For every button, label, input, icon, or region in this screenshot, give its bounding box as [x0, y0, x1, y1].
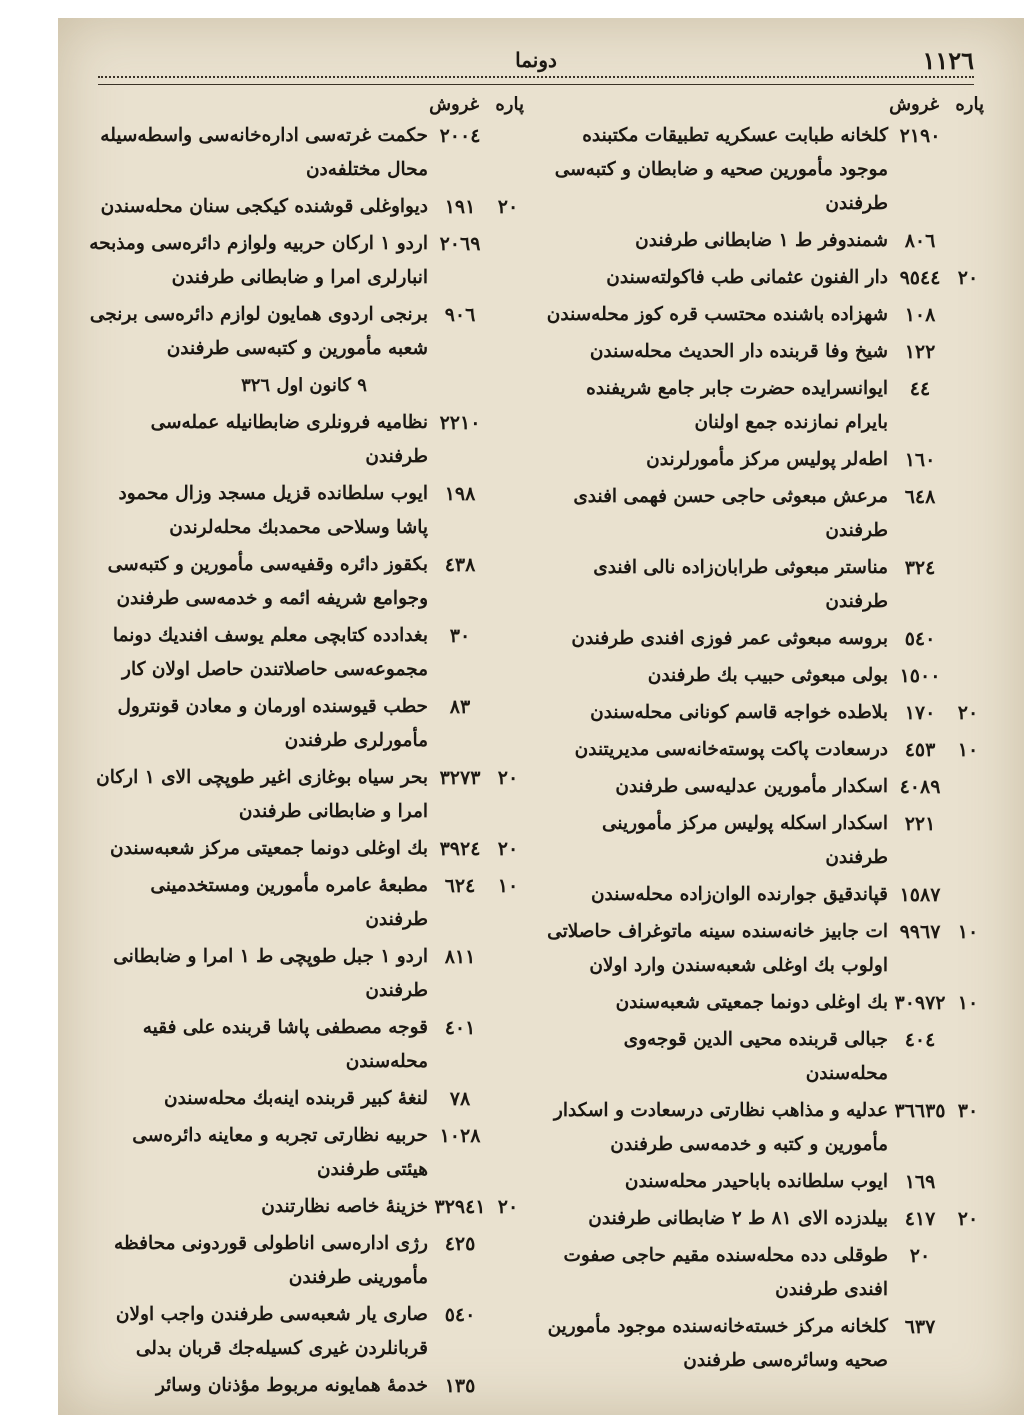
right-column	[544, 94, 984, 1381]
para-heading: پاره	[955, 94, 984, 115]
ledger-entry	[544, 1023, 984, 1091]
entry-description: ايوب سلطانده باباحيدر محله‌سندن	[624, 1171, 888, 1192]
ledger-entry	[544, 659, 984, 693]
kurus-amount: ٨٠٦	[904, 230, 936, 252]
page-number: ١١٢٦	[922, 46, 974, 75]
ledger-entry	[544, 986, 984, 1020]
ledger-entry	[544, 1202, 984, 1236]
kurus-amount: ٤٤	[909, 378, 931, 400]
ledger-entry	[84, 690, 524, 758]
entry-description: ايوانسرايده حضرت جابر جامع شريفنده بايرام نمازنده جمع اولنان	[586, 378, 888, 433]
kurus-amount: ٤٠٨٩	[899, 776, 941, 798]
para-amount: ٢٠	[497, 767, 519, 789]
kurus-amount: ٥٤٠	[444, 1304, 476, 1326]
para-heading: پاره	[495, 94, 524, 115]
entry-description: حكمت غرته‌سى اداره‌خانه‌سى واسطه‌سيله محال مختلفه‌دن	[100, 125, 428, 180]
entry-description: نظاميه فرونلرى ضابطانيله عمله‌سى طرفندن	[150, 412, 428, 467]
ledger-entry	[544, 807, 984, 875]
entry-description: مناستر مبعوثى طرابان‌زاده نالى افندى طرفندن	[593, 557, 888, 612]
ledger-entry	[544, 298, 984, 332]
ledger-entry	[544, 770, 984, 804]
kurus-amount: ٢٠	[909, 1245, 931, 1267]
kurus-amount: ١٠٨	[904, 304, 936, 326]
ledger-entry	[544, 878, 984, 912]
ledger-entry	[84, 940, 524, 1008]
entry-description: اسكدار اسكله پوليس مركز مأمورينى طرفندن	[601, 813, 888, 868]
entry-description: بغدادده كتابچى معلم يوسف افنديك دونما مجموعه‌سى حاصلاتندن حاصل اولان كار	[112, 625, 428, 680]
kurus-amount: ٦٢٤	[444, 875, 476, 897]
para-amount: ٢٠	[497, 1196, 519, 1218]
entry-description: قپاندقيق جوارنده الوان‌زاده محله‌سندن	[590, 884, 888, 905]
ledger-entry	[84, 1011, 524, 1079]
para-amount: ٢٠	[957, 1208, 979, 1230]
ledger-entry	[544, 1310, 984, 1378]
ledger-entry	[544, 443, 984, 477]
header-rule	[98, 76, 974, 85]
ledger-entry	[84, 1119, 524, 1187]
entry-description: درسعادت پاكت پوسته‌خانه‌سى مديريتندن	[574, 739, 888, 760]
donation-list	[544, 119, 984, 1378]
entry-description: بيلدزده الاى ٨١ ط ٢ ضابطانى طرفندن	[588, 1208, 888, 1229]
column-header	[544, 94, 984, 115]
kurus-amount: ١٣٥	[444, 1375, 476, 1397]
entry-description: قوجه مصطفى پاشا قربنده على فقيه محله‌سندن	[142, 1017, 428, 1072]
ledger-entry	[544, 733, 984, 767]
ledger-entry	[84, 406, 524, 474]
running-title: دونما	[515, 48, 557, 72]
entry-description: كلخانه مركز خسته‌خانه‌سنده موجود مأمورين صحيه وسائره‌سى طرفندن	[547, 1316, 888, 1371]
ledger-entry	[84, 477, 524, 545]
kurus-amount: ٤٠٤	[904, 1029, 936, 1051]
para-amount: ١٠	[957, 921, 979, 943]
entry-description: كلخانه طبابت عسكريه تطبيقات مكتبنده موجود مأمورين صحيه و ضابطان و كتبه‌سى طرفندن	[554, 125, 888, 214]
entry-description: لنغهٔ كبير قربنده اينه‌بك محله‌سندن	[164, 1088, 428, 1109]
ledger-entry	[84, 119, 524, 187]
entry-description: بروسه مبعوثى عمر فوزى افندى طرفندن	[571, 628, 888, 649]
kurus-amount: ٧٨	[449, 1088, 471, 1110]
page-header	[98, 40, 974, 80]
entry-description: شيخ وفا قربنده دار الحديث محله‌سندن	[589, 341, 888, 362]
entry-description: بولى مبعوثى حبيب بك طرفندن	[647, 665, 888, 686]
kurus-amount: ٤٥٣	[904, 739, 936, 761]
ledger-entry	[544, 622, 984, 656]
ledger-entry	[544, 1239, 984, 1307]
kurus-amount: ٣٦٦٣٥	[894, 1100, 946, 1122]
para-amount: ٣٠	[957, 1100, 979, 1122]
left-column	[84, 94, 524, 1406]
ledger-entry	[544, 1165, 984, 1199]
para-amount: ١٠	[957, 992, 979, 1014]
kurus-amount: ٣٩٢٤	[439, 838, 481, 860]
kurus-amount: ١٦٩	[904, 1171, 936, 1193]
kurus-amount: ١٥٨٧	[899, 884, 941, 906]
kurus-amount: ٣٠٩٧٢	[894, 992, 946, 1014]
kurus-amount: ٨٣	[449, 696, 471, 718]
entry-description: جبالى قربنده محيى الدين قوجه‌وى محله‌سندن	[623, 1029, 888, 1084]
kurus-amount: ٦٣٧	[904, 1316, 936, 1338]
kurus-amount: ٥٤٠	[904, 628, 936, 650]
ledger-entry	[544, 261, 984, 295]
column-header	[84, 94, 524, 115]
date-line: ٩ كانون اول ٣٢٦	[241, 375, 367, 396]
entry-description: برنجى اردوى همايون لوازم دائره‌سى برنجى شعبه مأمورين و كتبه‌سى طرفندن	[89, 304, 428, 359]
kurus-amount: ٩٥٤٤	[899, 267, 941, 289]
para-amount: ٢٠	[957, 702, 979, 724]
kurus-amount: ١٦٠	[904, 449, 936, 471]
entry-description: طوقلى دده محله‌سنده مقيم حاجى صفوت افندى طرفندن	[563, 1245, 888, 1300]
entry-description: بحر سياه بوغازى اغير طوپچى الاى ١ اركان امرا و ضابطانى طرفندن	[96, 767, 428, 822]
ledger-entry	[544, 335, 984, 369]
kurus-amount: ٨١١	[444, 946, 476, 968]
ledger-entry	[544, 372, 984, 440]
kurus-amount: ١٥٠٠	[899, 665, 941, 687]
ledger-entry	[84, 1227, 524, 1295]
ledger-entry	[84, 298, 524, 366]
ledger-entry	[84, 619, 524, 687]
kurus-amount: ٤٠١	[444, 1017, 476, 1039]
ledger-entry	[84, 1082, 524, 1116]
entry-description: بكقوز دائره وقفيه‌سى مأمورين و كتبه‌سى وجوامع شريفه ائمه و خدمه‌سى طرفندن	[107, 554, 428, 609]
ledger-entry	[84, 190, 524, 224]
para-amount: ١٠	[957, 739, 979, 761]
kurus-amount: ٤٣٨	[444, 554, 476, 576]
kurus-amount: ٣٢٤	[904, 557, 936, 579]
entry-description: حطب قيوسنده اورمان و معادن قونترول مأمورلرى طرفندن	[117, 696, 428, 751]
kurus-amount: ٢٢١٠	[439, 412, 481, 434]
ledger-entry	[84, 869, 524, 937]
entry-description: عدليه و مذاهب نظارتى درسعادت و اسكدار مأمورين و كتبه و خدمه‌سى طرفندن	[553, 1100, 888, 1155]
document-page	[58, 18, 1024, 1415]
kurus-amount: ٣٢٩٤١	[434, 1196, 486, 1218]
entry-description: بك اوغلى دونما جمعيتى شعبه‌سندن	[615, 992, 888, 1013]
para-amount: ٢٠	[497, 838, 519, 860]
entry-description: اسكدار مأمورين عدليه‌سى طرفندن	[615, 776, 888, 797]
kurus-amount: ١٢٢	[904, 341, 936, 363]
ledger-entry	[84, 227, 524, 295]
ledger-entry	[544, 915, 984, 983]
kurus-amount: ٣٢٧٣	[439, 767, 481, 789]
entry-description: ديواوغلى قوشنده كيكجى سنان محله‌سندن	[100, 196, 428, 217]
kurus-amount: ٢٠٦٩	[439, 233, 481, 255]
kurus-amount: ٤١٧	[904, 1208, 936, 1230]
entry-description: شمندوفر ط ١ ضابطانى طرفندن	[635, 230, 888, 251]
entry-description: دار الفنون عثمانى طب فاكولته‌سندن	[606, 267, 888, 288]
entry-description: اطه‌لر پوليس مركز مأمورلرندن	[646, 449, 888, 470]
kurus-amount: ٦٤٨	[904, 486, 936, 508]
ledger-entry	[544, 119, 984, 221]
kurus-heading: غروش	[429, 94, 480, 115]
kurus-amount: ٩٠٦	[444, 304, 476, 326]
ledger-entry	[544, 1094, 984, 1162]
ledger-entry	[84, 1190, 524, 1224]
entry-description: اردو ١ اركان حربيه ولوازم دائره‌سى ومذبحه انبارلرى امرا و ضابطانى طرفندن	[89, 233, 428, 288]
entry-description: ايوب سلطانده قزيل مسجد وزال محمود پاشا وسلاحى محمدبك محله‌لرندن	[118, 483, 428, 538]
para-amount: ١٠	[497, 875, 519, 897]
ledger-entry	[544, 551, 984, 619]
kurus-amount: ٩٩٦٧	[899, 921, 941, 943]
entry-description: خزينهٔ خاصه نظارتندن	[261, 1196, 428, 1217]
kurus-amount: ٢٢١	[904, 813, 936, 835]
ledger-entry	[84, 832, 524, 866]
entry-description: رژى اداره‌سى اناطولى قوردونى محافظه مأمورينى طرفندن	[114, 1233, 428, 1288]
kurus-amount: ٣٠	[449, 625, 471, 647]
entry-description: اردو ١ جبل طوپچى ط ١ امرا و ضابطانى طرفندن	[113, 946, 428, 1001]
para-amount: ٢٠	[497, 196, 519, 218]
ledger-entry	[84, 1369, 524, 1403]
entry-description: حربيه نظارتى تجربه و معاينه دائره‌سى هيئتى طرفندن	[132, 1125, 428, 1180]
ledger-entry	[84, 1298, 524, 1366]
entry-description: صارى يار شعبه‌سى طرفندن واجب اولان قربانلردن غيرى كسيله‌جك قربان بدلى	[115, 1304, 428, 1359]
entry-description: ات جابيز خانه‌سنده سينه ماتوغراف حاصلاتى اولوب بك اوغلى شعبه‌سندن وارد اولان	[547, 921, 888, 976]
kurus-heading: غروش	[889, 94, 940, 115]
kurus-amount: ١٧٠	[904, 702, 936, 724]
ledger-entry	[544, 696, 984, 730]
ledger-entry	[84, 548, 524, 616]
kurus-amount: ٢١٩٠	[899, 125, 941, 147]
entry-description: خدمهٔ همايونه مربوط مؤذنان وسائر	[155, 1375, 428, 1396]
ledger-entry	[544, 480, 984, 548]
para-amount: ٢٠	[957, 267, 979, 289]
kurus-amount: ١٩٨	[444, 483, 476, 505]
donation-list	[84, 119, 524, 1403]
kurus-amount: ٢٠٠٤	[439, 125, 481, 147]
entry-description: بك اوغلى دونما جمعيتى مركز شعبه‌سندن	[110, 838, 428, 859]
kurus-amount: ٤٢٥	[444, 1233, 476, 1255]
entry-description: بلاطده خواجه قاسم كونانى محله‌سندن	[590, 702, 888, 723]
kurus-amount: ١٠٢٨	[439, 1125, 481, 1147]
entry-description: شهزاده باشنده محتسب قره كوز محله‌سندن	[546, 304, 888, 325]
entry-description: مطبعهٔ عامره مأمورين ومستخدمينى طرفندن	[150, 875, 428, 930]
ledger-entry	[544, 224, 984, 258]
kurus-amount: ١٩١	[444, 196, 476, 218]
ledger-entry	[84, 761, 524, 829]
entry-description: مرعش مبعوثى حاجى حسن فهمى افندى طرفندن	[573, 486, 888, 541]
